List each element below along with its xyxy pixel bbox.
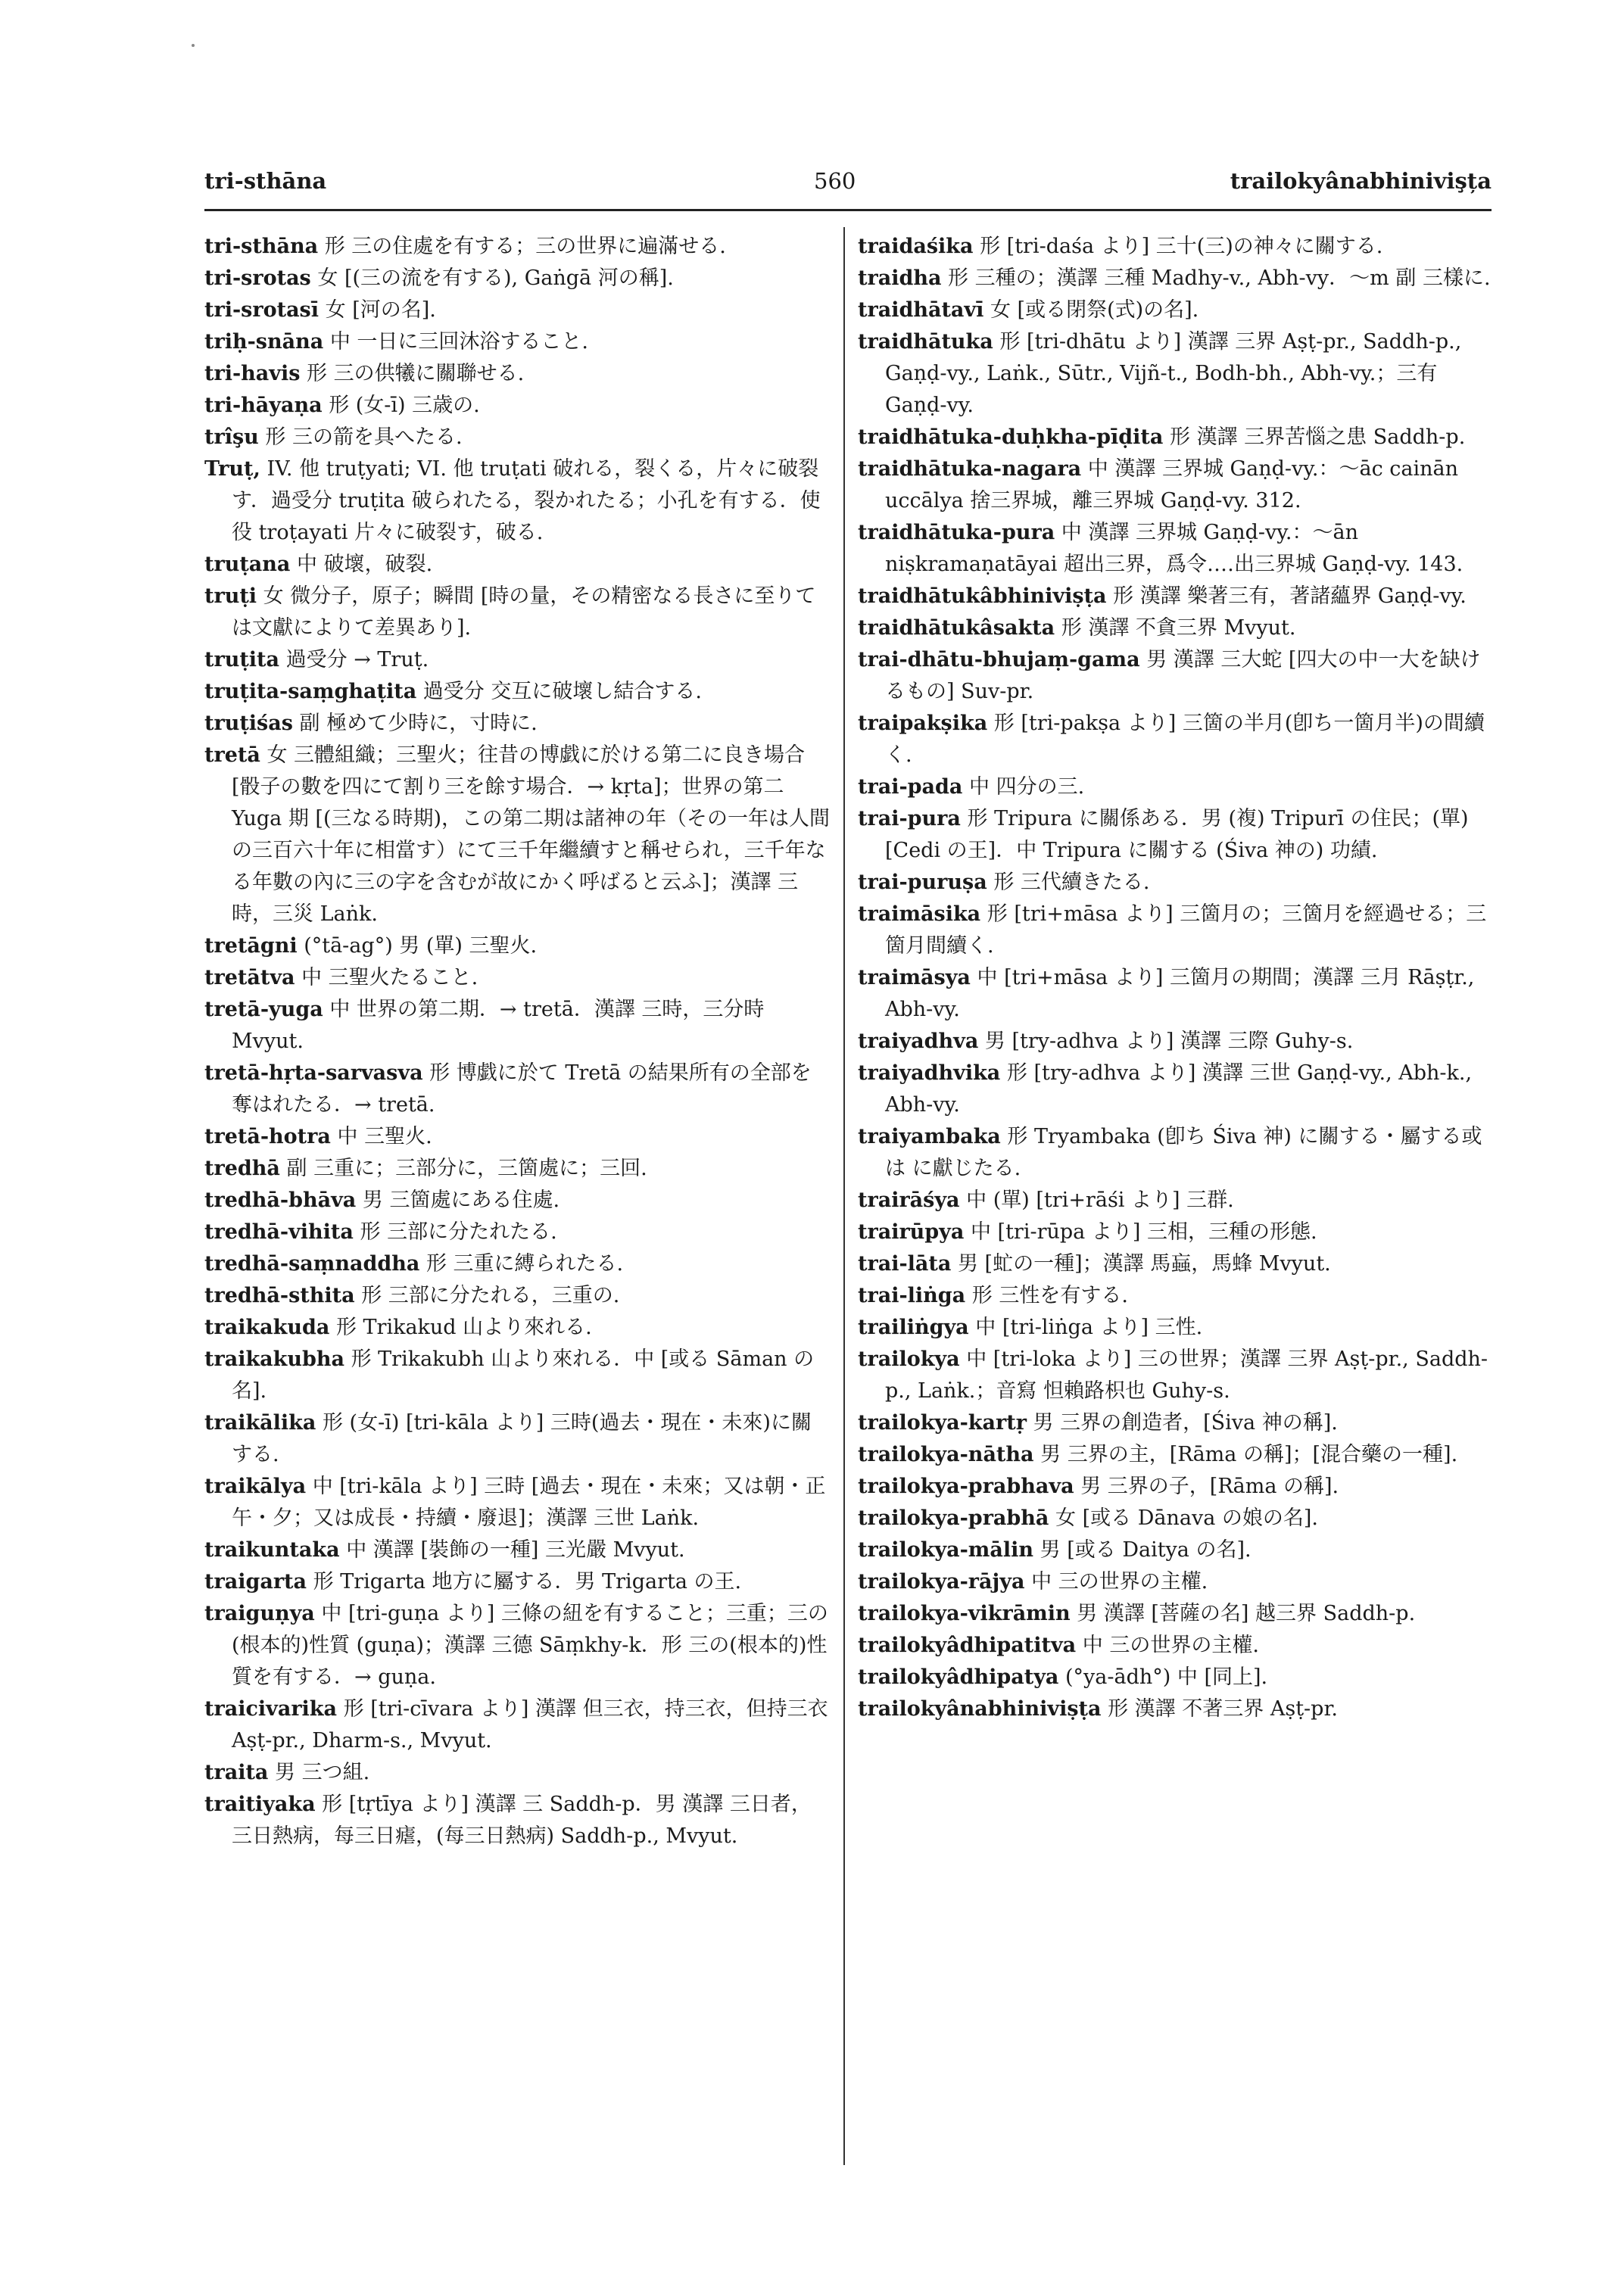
- entry-definition: 副 三重に；三部分に，三箇處に；三回.: [286, 1157, 647, 1180]
- entry-headword: trailiṅgya: [858, 1316, 969, 1339]
- dictionary-entry: [204, 549, 831, 581]
- entry-headword: trairūpya: [858, 1220, 965, 1244]
- entry-headword: traicivarika: [204, 1697, 338, 1721]
- dictionary-entry: [204, 390, 831, 422]
- dictionary-entry: [204, 1693, 831, 1757]
- entry-headword: trailokyâdhipatitva: [858, 1634, 1077, 1657]
- dictionary-entry: [858, 612, 1492, 644]
- entry-definition: 中 [tri-loka より] 三の世界；漢譯 三界 Aṣṭ-pr., Saddh-p., Laṅk.；音寫 怛賴路枳也 Guhy-s.: [885, 1347, 1488, 1403]
- dictionary-entry: [858, 1407, 1492, 1439]
- entry-definition: 形 三性を有する.: [971, 1284, 1128, 1307]
- right-column: [858, 231, 1492, 1725]
- dictionary-entry: [858, 1471, 1492, 1503]
- entry-definition: 形 [tri-cīvara より] 漢譯 但三衣，持三衣，但持三衣 Aṣṭ-pr., Dharm-s., Mvyut.: [232, 1697, 828, 1752]
- entry-definition: 男 三界の創造者，[Śiva 神の稱].: [1033, 1411, 1338, 1435]
- entry-definition: 中 四分の三.: [969, 775, 1085, 799]
- entry-definition: 中 (單) [tri+rāśi より] 三群.: [966, 1189, 1234, 1212]
- entry-headword: tredhā-sthita: [204, 1284, 355, 1307]
- dictionary-entry: [204, 453, 831, 549]
- dictionary-entry: [858, 644, 1492, 708]
- dictionary-entry: [204, 1757, 831, 1789]
- entry-headword: truṭita-saṃghaṭita: [204, 680, 417, 703]
- entry-definition: 男 漢譯 [菩薩の名] 越三界 Saddh-p.: [1077, 1602, 1416, 1625]
- entry-definition: 男 [或る Daitya の名].: [1040, 1538, 1252, 1562]
- entry-headword: traita: [204, 1761, 269, 1784]
- dictionary-entry: [858, 581, 1492, 612]
- entry-headword: traikuntaka: [204, 1538, 340, 1562]
- entry-headword: trailokya-prabhava: [858, 1475, 1074, 1498]
- entry-definition: 形 三の供犧に關聯せる.: [307, 362, 525, 385]
- dictionary-entry: [204, 1534, 831, 1566]
- header-left-guideword: tri-sthāna: [204, 168, 327, 194]
- entry-headword: traidhātuka-nagara: [858, 457, 1082, 481]
- entry-headword: tri-srotasī: [204, 298, 320, 322]
- entry-definition: 中 [tri-kāla より] 三時 [過去・現在・未來；又は朝・正午・夕；又は成長・持續・廢退]；漢譯 三世 Laṅk.: [232, 1475, 826, 1530]
- entry-definition: 女 三體組織；三聖火；往昔の博戯に於ける第二に良き場合 [骰子の數を四にて割り三を餘す場合．→ kṛta]；世界の第二 Yuga 期 [(三なる時期)，この第二期は諸神の年（その一年は人間の三百六十年に相當す）にて三千年繼續すと稱せられ，三千年なる年數の內に三の字を含むが故にかく呼ばると云ふ]；漢譯 三時，三災 Laṅk.: [232, 743, 831, 926]
- entry-headword: truṭiśas: [204, 712, 293, 735]
- entry-headword: trailokya-prabhā: [858, 1506, 1049, 1530]
- entry-definition: 中 [tri-guṇa より] 三條の紐を有すること；三重；三の(根本的)性質 (guṇa)；漢譯 三德 Sāṃkhy-k．形 三の(根本的)性質を有する．→ guṇa.: [232, 1602, 828, 1689]
- entry-definition: IV. 他 truṭyati; VI. 他 truṭati 破れる，裂くる，片々に破裂す．過受分 truṭita 破られたる，裂かれたる；小孔を有する．使役 troṭayati 片々に破裂す，破る.: [232, 457, 821, 544]
- dictionary-entry: [858, 263, 1492, 294]
- entry-headword: trailokya-vikrāmin: [858, 1602, 1071, 1625]
- dictionary-entry: [858, 708, 1492, 771]
- dictionary-entry: [204, 1217, 831, 1248]
- entry-headword: tredhā-vihita: [204, 1220, 354, 1244]
- entry-definition: 形 Trikakud 山より來れる.: [335, 1316, 592, 1339]
- entry-headword: tretā-hotra: [204, 1125, 331, 1148]
- header-right-guideword: trailokyânabhinivişța: [1230, 168, 1492, 194]
- entry-definition: 形 (女-ī) [tri-kāla より] 三時(過去・現在・未來)に關する.: [232, 1411, 812, 1466]
- entry-definition: 女 [河の名].: [325, 298, 436, 322]
- dictionary-entry: [858, 771, 1492, 803]
- dictionary-entry: [858, 1248, 1492, 1280]
- entry-headword: trailokya-kartṛ: [858, 1411, 1027, 1435]
- entry-definition: 形 [try-adhva より] 漢譯 三世 Gaṇḍ-vy., Abh-k., Abh-vy.: [885, 1061, 1473, 1117]
- entry-definition: 中 世界の第二期．→ tretā．漢譯 三時，三分時 Mvyut.: [232, 998, 765, 1053]
- entry-definition: 形 (女-ī) 三歳の.: [329, 394, 480, 417]
- entry-headword: tredhā: [204, 1157, 280, 1180]
- dictionary-entry: [858, 517, 1492, 581]
- entry-headword: traitiyaka: [204, 1793, 316, 1816]
- dictionary-entry: [204, 1185, 831, 1217]
- entry-headword: traidhātukâbhiniviṣṭa: [858, 584, 1107, 608]
- entry-definition: 中 三聖火.: [337, 1125, 432, 1148]
- dictionary-entry: [204, 294, 831, 326]
- dictionary-entry: [204, 1344, 831, 1407]
- dictionary-entry: [204, 1280, 831, 1312]
- entry-headword: trai-dhātu-bhujaṃ-gama: [858, 648, 1140, 671]
- entry-definition: 形 三の箭を具へたる.: [265, 425, 463, 449]
- entry-headword: trai-puruṣa: [858, 871, 987, 894]
- entry-headword: tri-srotas: [204, 266, 311, 290]
- dictionary-entry: [204, 708, 831, 740]
- entry-definition: 形 Tryambaka (卽ち Śiva 神) に關する・屬する或は に獻じたる.: [885, 1125, 1482, 1180]
- running-header: [204, 168, 1492, 201]
- entry-headword: trailokya-mālin: [858, 1538, 1034, 1562]
- dictionary-entry: [858, 867, 1492, 899]
- entry-headword: traidhātavī: [858, 298, 984, 322]
- entry-definition: 過受分 交互に破壞し結合する.: [422, 680, 702, 703]
- entry-headword: traidhātukâsakta: [858, 616, 1055, 640]
- entry-definition: 女 [或る閉祭(式)の名].: [990, 298, 1199, 322]
- scan-speck: [192, 44, 195, 47]
- dictionary-entry: [204, 1789, 831, 1852]
- dictionary-entry: [204, 1248, 831, 1280]
- entry-headword: tredhā-saṃnaddha: [204, 1252, 420, 1276]
- entry-definition: 形 Tripura に關係ある．男 (複) Tripurī の住民；(單) [Cedi の王]．中 Tripura に關する (Śiva 神の) 功績.: [885, 807, 1469, 862]
- entry-headword: tretā: [204, 743, 260, 767]
- entry-headword: traidhātuka-pura: [858, 521, 1055, 544]
- entry-definition: 形 漢譯 三界苦惱之患 Saddh-p.: [1169, 425, 1466, 449]
- entry-definition: 中 漢譯 三界城 Gaṇḍ-vy.：〜ān niṣkramaṇatāyai 超出三界，爲令‥‥出三界城 Gaṇḍ-vy. 143.: [885, 521, 1463, 576]
- entry-definition: 形 Trigarta 地方に屬する．男 Trigarta の王.: [313, 1570, 742, 1594]
- dictionary-entry: [204, 422, 831, 453]
- entry-headword: trailokya-nātha: [858, 1443, 1034, 1466]
- entry-definition: 形 三代續きたる.: [993, 871, 1150, 894]
- dictionary-entry: [858, 1662, 1492, 1693]
- dictionary-entry: [858, 1312, 1492, 1344]
- entry-headword: trailokya-rājya: [858, 1570, 1025, 1594]
- header-rule: [204, 209, 1492, 211]
- dictionary-entry: [858, 1026, 1492, 1058]
- dictionary-entry: [858, 326, 1492, 422]
- dictionary-entry: [204, 1312, 831, 1344]
- entry-headword: traiyadhva: [858, 1030, 979, 1053]
- entry-definition: 形 漢譯 不著三界 Aṣṭ-pr.: [1108, 1697, 1338, 1721]
- entry-definition: 形 [tri-pakṣa より] 三箇の半月(卽ち一箇月半)の間續く.: [885, 712, 1485, 767]
- entry-definition: 男 [try-adhva より] 漢譯 三際 Guhy-s.: [984, 1030, 1354, 1053]
- dictionary-entry: [204, 1471, 831, 1534]
- dictionary-entry: [858, 803, 1492, 867]
- dictionary-entry: [204, 263, 831, 294]
- dictionary-entry: [204, 1058, 831, 1121]
- entry-headword: truṭi: [204, 584, 257, 608]
- dictionary-entry: [858, 1693, 1492, 1725]
- entry-definition: 形 三部に分たれたる.: [360, 1220, 557, 1244]
- entry-headword: tri-sthāna: [204, 235, 319, 258]
- dictionary-entry: [204, 1566, 831, 1598]
- entry-headword: tretātva: [204, 966, 295, 989]
- entry-definition: 形 三の住處を有する；三の世界に遍滿せる.: [324, 235, 726, 258]
- dictionary-entry: [204, 1121, 831, 1153]
- dictionary-entry: [858, 1121, 1492, 1185]
- entry-definition: 形 三種の；漢譯 三種 Madhy-v., Abh-vy．〜m 副 三樣に.: [948, 266, 1491, 290]
- entry-headword: traiguṇya: [204, 1602, 315, 1625]
- entry-headword: traidaśika: [858, 235, 974, 258]
- dictionary-entry: [204, 994, 831, 1058]
- entry-headword: tretāgni: [204, 934, 298, 958]
- entry-definition: 中 [tri-rūpa より] 三相，三種の形態.: [970, 1220, 1317, 1244]
- entry-definition: 男 三箇處にある住處.: [362, 1189, 560, 1212]
- dictionary-entry: [204, 930, 831, 962]
- entry-definition: 形 漢譯 樂著三有，著諸蘊界 Gaṇḍ-vy.: [1113, 584, 1467, 608]
- dictionary-entry: [204, 231, 831, 263]
- dictionary-entry: [204, 1598, 831, 1693]
- entry-definition: 中 三聖火たること.: [301, 966, 478, 989]
- dictionary-entry: [204, 676, 831, 708]
- page-number: 560: [814, 168, 856, 194]
- entry-headword: traidhātuka-duḥkha-pīḍita: [858, 425, 1164, 449]
- entry-definition: 女 微分子，原子；瞬間 [時の量，その精密なる長さに至りては文獻によりて差異あり].: [232, 584, 816, 640]
- entry-definition: 形 漢譯 不貪三界 Mvyut.: [1061, 616, 1296, 640]
- dictionary-entry: [858, 1217, 1492, 1248]
- entry-definition: 女 [(三の流を有する), Gaṅgā 河の稱].: [317, 266, 674, 290]
- dictionary-entry: [858, 1280, 1492, 1312]
- entry-headword: traigarta: [204, 1570, 307, 1594]
- column-divider: [843, 227, 845, 2165]
- dictionary-entry: [858, 899, 1492, 962]
- entry-headword: traikālya: [204, 1475, 307, 1498]
- entry-headword: tri-havis: [204, 362, 301, 385]
- dictionary-entry: [858, 1058, 1492, 1121]
- left-column: [204, 231, 831, 1852]
- dictionary-entry: [204, 358, 831, 390]
- entry-headword: triḥ-snāna: [204, 330, 324, 354]
- entry-headword: traimāsika: [858, 902, 981, 926]
- entry-headword: trailokya: [858, 1347, 960, 1371]
- entry-headword: trai-pura: [858, 807, 961, 830]
- entry-definition: 形 三重に縛られたる.: [425, 1252, 624, 1276]
- entry-headword: traikālika: [204, 1411, 316, 1435]
- entry-definition: 形 [tri-dhātu より] 漢譯 三界 Aṣṭ-pr., Saddh-p., Gaṇḍ-vy., Laṅk., Sūtr., Vijñ-t., Bodh-bh., Abh-vy.；三有 Gaṇḍ-vy.: [885, 330, 1462, 417]
- entry-definition: 形 [tri-daśa より] 三十(三)の神々に關する.: [980, 235, 1383, 258]
- dictionary-entry: [858, 294, 1492, 326]
- entry-headword: Truṭ,: [204, 457, 260, 481]
- entry-headword: traiyambaka: [858, 1125, 1001, 1148]
- entry-definition: 男 三界の主，[Rāma の稱]；[混合藥の一種].: [1040, 1443, 1458, 1466]
- entry-headword: traidhātuka: [858, 330, 993, 354]
- dictionary-entry: [204, 581, 831, 644]
- entry-headword: trîşu: [204, 425, 259, 449]
- entry-headword: truṭana: [204, 553, 291, 576]
- entry-definition: (°tā-ag°) 男 (單) 三聖火.: [304, 934, 538, 958]
- entry-headword: tretā-hṛta-sarvasva: [204, 1061, 423, 1085]
- entry-definition: 形 [tri+māsa より] 三箇月の；三箇月を經過せる；三箇月間續く.: [885, 902, 1487, 958]
- entry-definition: 男 [虻の一種]；漢譯 馬蝱，馬蜂 Mvyut.: [957, 1252, 1331, 1276]
- entry-headword: traipakṣika: [858, 712, 988, 735]
- entry-definition: 中 三の世界の主權.: [1082, 1634, 1259, 1657]
- entry-headword: tredhā-bhāva: [204, 1189, 357, 1212]
- entry-headword: traiyadhvika: [858, 1061, 1001, 1085]
- entry-headword: trairāśya: [858, 1189, 960, 1212]
- entry-definition: 男 三界の子，[Rāma の稱].: [1080, 1475, 1339, 1498]
- entry-definition: 中 三の世界の主權.: [1031, 1570, 1208, 1594]
- dictionary-entry: [204, 1407, 831, 1471]
- dictionary-entry: [858, 1503, 1492, 1534]
- entry-definition: 副 極めて少時に，寸時に.: [299, 712, 538, 735]
- entry-definition: 過受分 → Truṭ.: [285, 648, 429, 671]
- entry-definition: 中 一日に三回沐浴すること.: [329, 330, 589, 354]
- entry-definition: 形 [tṛtīya より] 漢譯 三 Saddh-p．男 漢譯 三日者，三日熱病，每三日瘧，(每三日熱病) Saddh-p., Mvyut.: [232, 1793, 812, 1848]
- dictionary-entry: [858, 1630, 1492, 1662]
- dictionary-entry: [204, 1153, 831, 1185]
- entry-definition: 中 破壞，破裂.: [297, 553, 433, 576]
- dictionary-entry: [858, 1566, 1492, 1598]
- dictionary-entry: [204, 962, 831, 994]
- dictionary-entry: [858, 422, 1492, 453]
- dictionary-entry: [858, 1185, 1492, 1217]
- entry-headword: traikakuda: [204, 1316, 330, 1339]
- dictionary-entry: [858, 453, 1492, 517]
- entry-headword: trai-pada: [858, 775, 963, 799]
- entry-headword: truṭita: [204, 648, 280, 671]
- entry-definition: 中 漢譯 [裝飾の一種] 三光嚴 Mvyut.: [346, 1538, 685, 1562]
- entry-definition: 中 漢譯 三界城 Gaṇḍ-vy.：〜āc cainān uccālya 捨三界城，離三界城 Gaṇḍ-vy. 312.: [885, 457, 1459, 512]
- dictionary-entry: [858, 962, 1492, 1026]
- dictionary-entry: [204, 740, 831, 930]
- dictionary-entry: [858, 1439, 1492, 1471]
- entry-definition: 形 Trikakubh 山より來れる．中 [或る Sāman の名].: [232, 1347, 815, 1403]
- entry-definition: 女 [或る Dānava の娘の名].: [1055, 1506, 1318, 1530]
- entry-definition: 形 博戯に於て Tretā の結果所有の全部を奪はれたる．→ tretā.: [232, 1061, 812, 1117]
- dictionary-entry: [858, 231, 1492, 263]
- dictionary-entry: [204, 326, 831, 358]
- entry-definition: 形 三部に分たれる，三重の.: [361, 1284, 620, 1307]
- entry-definition: (°ya-ādh°) 中 [同上].: [1065, 1665, 1268, 1689]
- entry-headword: trai-lāta: [858, 1252, 952, 1276]
- entry-headword: tretā-yuga: [204, 998, 323, 1021]
- entry-headword: traikakubha: [204, 1347, 344, 1371]
- entry-definition: 中 [tri-liṅga より] 三性.: [975, 1316, 1203, 1339]
- dictionary-entry: [858, 1344, 1492, 1407]
- entry-definition: 中 [tri+māsa より] 三箇月の期間；漢譯 三月 Rāṣṭr., Abh-vy.: [885, 966, 1475, 1021]
- entry-headword: trai-liṅga: [858, 1284, 966, 1307]
- dictionary-entry: [204, 644, 831, 676]
- dictionary-entry: [858, 1598, 1492, 1630]
- entry-definition: 男 漢譯 三大蛇 [四大の中一大を缺けるもの] Suv-pr.: [885, 648, 1481, 703]
- dictionary-entry: [858, 1534, 1492, 1566]
- entry-definition: 男 三つ組.: [275, 1761, 370, 1784]
- entry-headword: traidha: [858, 266, 942, 290]
- entry-headword: trailokyânabhiniviṣṭa: [858, 1697, 1102, 1721]
- entry-headword: traimāsya: [858, 966, 971, 989]
- entry-headword: tri-hāyaṇa: [204, 394, 323, 417]
- entry-headword: trailokyâdhipatya: [858, 1665, 1059, 1689]
